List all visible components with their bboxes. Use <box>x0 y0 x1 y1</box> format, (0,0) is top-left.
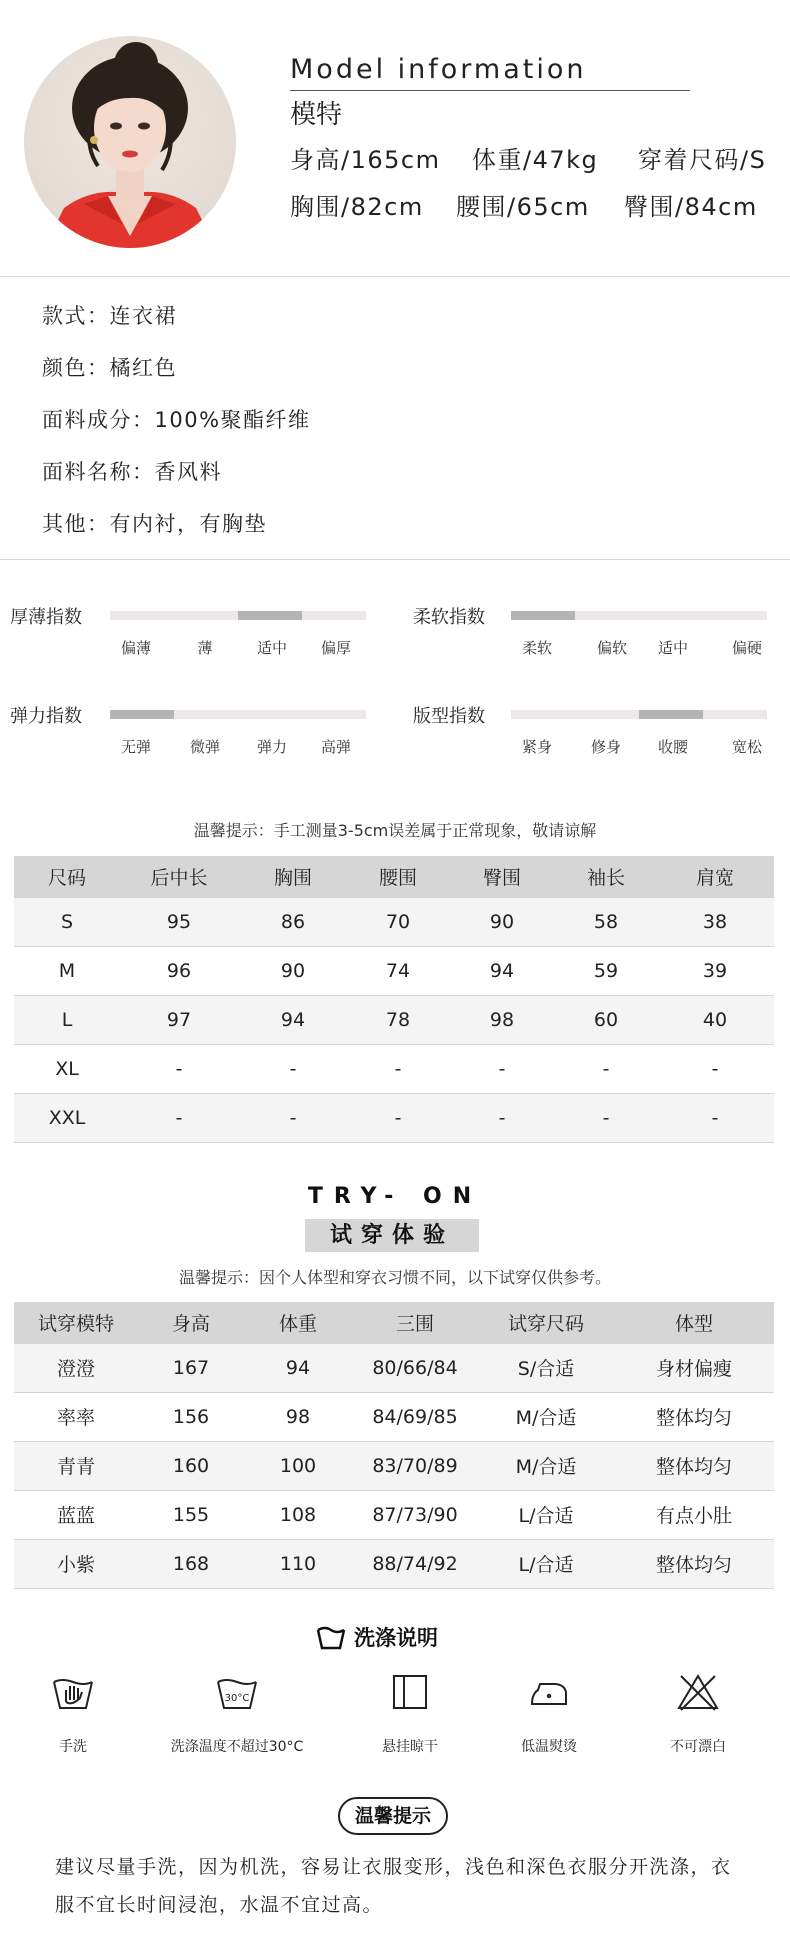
wash-item-iron <box>474 1672 624 1762</box>
table-cell: 60 <box>556 995 656 1044</box>
table-cell: 88/74/92 <box>352 1539 478 1588</box>
table-cell: 90 <box>238 946 348 995</box>
wash-temp-text: 30°C <box>224 1693 250 1704</box>
table-cell: 160 <box>138 1441 244 1490</box>
low-iron-icon <box>526 1672 572 1712</box>
wash-item-hang <box>335 1672 485 1762</box>
index-label: 厚薄指数 <box>10 607 82 628</box>
index-option: 柔软 <box>521 639 553 657</box>
column-header: 臀围 <box>448 856 556 897</box>
index-option: 适中 <box>256 639 288 657</box>
model-waist: 腰围/65cm <box>456 193 590 221</box>
wash-label: 洗涤温度不超过30°C <box>170 1739 304 1755</box>
wash-label: 不可漂白 <box>670 1739 726 1755</box>
index-label: 柔软指数 <box>413 607 485 628</box>
index-option: 微弹 <box>189 738 221 756</box>
column-header: 试穿尺码 <box>478 1302 614 1343</box>
column-header: 腰围 <box>348 856 448 897</box>
table-cell: 96 <box>120 946 238 995</box>
table-cell: 78 <box>348 995 448 1044</box>
title-underline <box>290 90 690 91</box>
tryon-table-header <box>14 1302 774 1343</box>
table-cell: 有点小肚 <box>614 1490 774 1539</box>
index-bar <box>511 710 767 719</box>
table-cell: 95 <box>120 897 238 946</box>
table-cell: - <box>348 1044 448 1093</box>
index-bar-fill <box>511 611 575 620</box>
table-cell: 86 <box>238 897 348 946</box>
table-row <box>14 1441 774 1490</box>
table-cell: 整体均匀 <box>614 1392 774 1441</box>
table-cell: 青青 <box>14 1441 138 1490</box>
table-cell: 整体均匀 <box>614 1441 774 1490</box>
table-row <box>14 1539 774 1588</box>
table-cell: 70 <box>348 897 448 946</box>
table-cell: 108 <box>244 1490 352 1539</box>
column-header: 三围 <box>352 1302 478 1343</box>
attr-color: 颜色：橘红色 <box>42 356 177 380</box>
attr-other: 其他：有内衬，有胸垫 <box>42 512 267 536</box>
wash-item-bleach <box>623 1672 773 1762</box>
table-cell: - <box>448 1093 556 1142</box>
size-note: 温馨提示：手工测量3-5cm误差属于正常现象，敬请谅解 <box>193 821 597 840</box>
table-cell: 84/69/85 <box>352 1392 478 1441</box>
index-2 <box>413 603 767 663</box>
table-row <box>14 946 774 995</box>
table-cell: 94 <box>244 1343 352 1392</box>
column-header: 体重 <box>244 1302 352 1343</box>
table-cell: 94 <box>448 946 556 995</box>
size-table <box>14 856 774 1143</box>
column-header: 后中长 <box>120 856 238 897</box>
table-cell: - <box>656 1093 774 1142</box>
model-portrait-image <box>24 36 236 248</box>
index-bar <box>110 611 366 620</box>
table-cell: S <box>14 897 120 946</box>
attr-composition: 面料成分：100%聚酯纤维 <box>42 408 311 432</box>
table-cell: - <box>556 1093 656 1142</box>
tryon-title-en: TRY- ON <box>307 1184 483 1209</box>
model-height: 身高/165cm <box>290 146 441 174</box>
table-row <box>14 1343 774 1392</box>
no-bleach-icon <box>675 1672 721 1712</box>
index-option: 偏硬 <box>731 639 763 657</box>
index-bar-fill <box>639 710 703 719</box>
hang-dry-icon <box>390 1672 430 1712</box>
model-size: 穿着尺码/S <box>638 146 767 174</box>
index-option: 薄 <box>197 639 213 657</box>
model-weight: 体重/47kg <box>472 146 599 174</box>
column-header: 体型 <box>614 1302 774 1343</box>
table-cell: 59 <box>556 946 656 995</box>
table-cell: S/合适 <box>478 1343 614 1392</box>
table-cell: 97 <box>120 995 238 1044</box>
wash-label: 低温熨烫 <box>521 1739 577 1755</box>
table-cell: 168 <box>138 1539 244 1588</box>
table-cell: 整体均匀 <box>614 1539 774 1588</box>
table-row <box>14 1392 774 1441</box>
model-label: 模特 <box>290 100 343 130</box>
table-row <box>14 897 774 946</box>
table-cell: - <box>120 1044 238 1093</box>
table-cell: - <box>448 1044 556 1093</box>
index-option: 宽松 <box>731 738 763 756</box>
index-bar-fill <box>238 611 302 620</box>
table-cell: 83/70/89 <box>352 1441 478 1490</box>
tryon-note: 温馨提示：因个人体型和穿衣习惯不同，以下试穿仅供参考。 <box>178 1268 611 1287</box>
model-avatar <box>24 36 236 248</box>
table-cell: M/合适 <box>478 1392 614 1441</box>
table-cell: L <box>14 995 120 1044</box>
table-cell: 167 <box>138 1343 244 1392</box>
column-header: 试穿模特 <box>14 1302 138 1343</box>
attr-fabric-name: 面料名称：香风料 <box>42 460 222 484</box>
table-cell: 率率 <box>14 1392 138 1441</box>
index-option: 偏薄 <box>120 639 152 657</box>
column-header: 袖长 <box>556 856 656 897</box>
table-cell: - <box>556 1044 656 1093</box>
index-4 <box>413 702 767 762</box>
index-label: 版型指数 <box>413 706 485 727</box>
index-option: 偏厚 <box>320 639 352 657</box>
model-bust: 胸围/82cm <box>290 193 424 221</box>
table-cell: XXL <box>14 1093 120 1142</box>
table-row <box>14 1044 774 1093</box>
index-label: 弹力指数 <box>10 706 82 727</box>
tips-text: 建议尽量手洗，因为机洗，容易让衣服变形，浅色和深色衣服分开洗涤，衣服不宜长时间浸泡，水温不宜过高。 <box>55 1856 732 1916</box>
table-cell: L/合适 <box>478 1539 614 1588</box>
index-option: 高弹 <box>320 738 352 756</box>
washing-title-text: 洗涤说明 <box>354 1626 438 1650</box>
table-cell: 39 <box>656 946 774 995</box>
hand-wash-icon <box>50 1672 96 1712</box>
index-bar <box>110 710 366 719</box>
table-cell: XL <box>14 1044 120 1093</box>
table-cell: 98 <box>244 1392 352 1441</box>
table-cell: 156 <box>138 1392 244 1441</box>
index-option: 适中 <box>657 639 689 657</box>
index-option: 无弹 <box>120 738 152 756</box>
table-cell: 110 <box>244 1539 352 1588</box>
model-hip: 臀围/84cm <box>624 193 758 221</box>
model-info-section <box>0 0 790 276</box>
index-bar <box>511 611 767 620</box>
index-option: 修身 <box>590 738 622 756</box>
index-3 <box>10 702 366 762</box>
column-header: 肩宽 <box>656 856 774 897</box>
table-cell: 40 <box>656 995 774 1044</box>
index-1 <box>10 603 366 663</box>
table-cell: 蓝蓝 <box>14 1490 138 1539</box>
table-cell: 87/73/90 <box>352 1490 478 1539</box>
table-cell: 38 <box>656 897 774 946</box>
table-cell: 90 <box>448 897 556 946</box>
model-info-title: Model information <box>290 54 587 85</box>
wash-item-hand <box>0 1672 148 1762</box>
tips-badge: 温馨提示 <box>338 1797 448 1835</box>
table-cell: M <box>14 946 120 995</box>
wash-item-temp <box>162 1672 312 1762</box>
table-cell: M/合适 <box>478 1441 614 1490</box>
table-cell: 94 <box>238 995 348 1044</box>
table-cell: - <box>238 1093 348 1142</box>
table-cell: 58 <box>556 897 656 946</box>
index-bar-fill <box>110 710 174 719</box>
wash-basin-icon <box>316 1624 346 1650</box>
table-cell: 小紫 <box>14 1539 138 1588</box>
table-cell: - <box>120 1093 238 1142</box>
table-cell: 155 <box>138 1490 244 1539</box>
wash-label: 悬挂晾干 <box>382 1739 438 1755</box>
table-cell: L/合适 <box>478 1490 614 1539</box>
table-cell: 80/66/84 <box>352 1343 478 1392</box>
attr-style: 款式：连衣裙 <box>42 304 177 328</box>
divider <box>0 559 790 560</box>
index-option: 偏软 <box>596 639 628 657</box>
table-cell: 身材偏瘦 <box>614 1343 774 1392</box>
table-cell: 74 <box>348 946 448 995</box>
index-option: 弹力 <box>256 738 288 756</box>
wash-30-icon <box>214 1672 260 1712</box>
column-header: 胸围 <box>238 856 348 897</box>
column-header: 身高 <box>138 1302 244 1343</box>
table-row <box>14 1490 774 1539</box>
wash-label: 手洗 <box>59 1739 87 1755</box>
table-cell: 100 <box>244 1441 352 1490</box>
table-row <box>14 995 774 1044</box>
table-cell: - <box>348 1093 448 1142</box>
tryon-table <box>14 1302 774 1589</box>
size-table-header <box>14 856 774 897</box>
tryon-title-cn: 试穿体验 <box>305 1219 479 1252</box>
index-option: 收腰 <box>657 738 689 756</box>
divider <box>0 276 790 277</box>
index-option: 紧身 <box>521 738 553 756</box>
table-cell: - <box>656 1044 774 1093</box>
table-cell: 98 <box>448 995 556 1044</box>
table-row <box>14 1093 774 1142</box>
table-cell: - <box>238 1044 348 1093</box>
column-header: 尺码 <box>14 856 120 897</box>
table-cell: 澄澄 <box>14 1343 138 1392</box>
